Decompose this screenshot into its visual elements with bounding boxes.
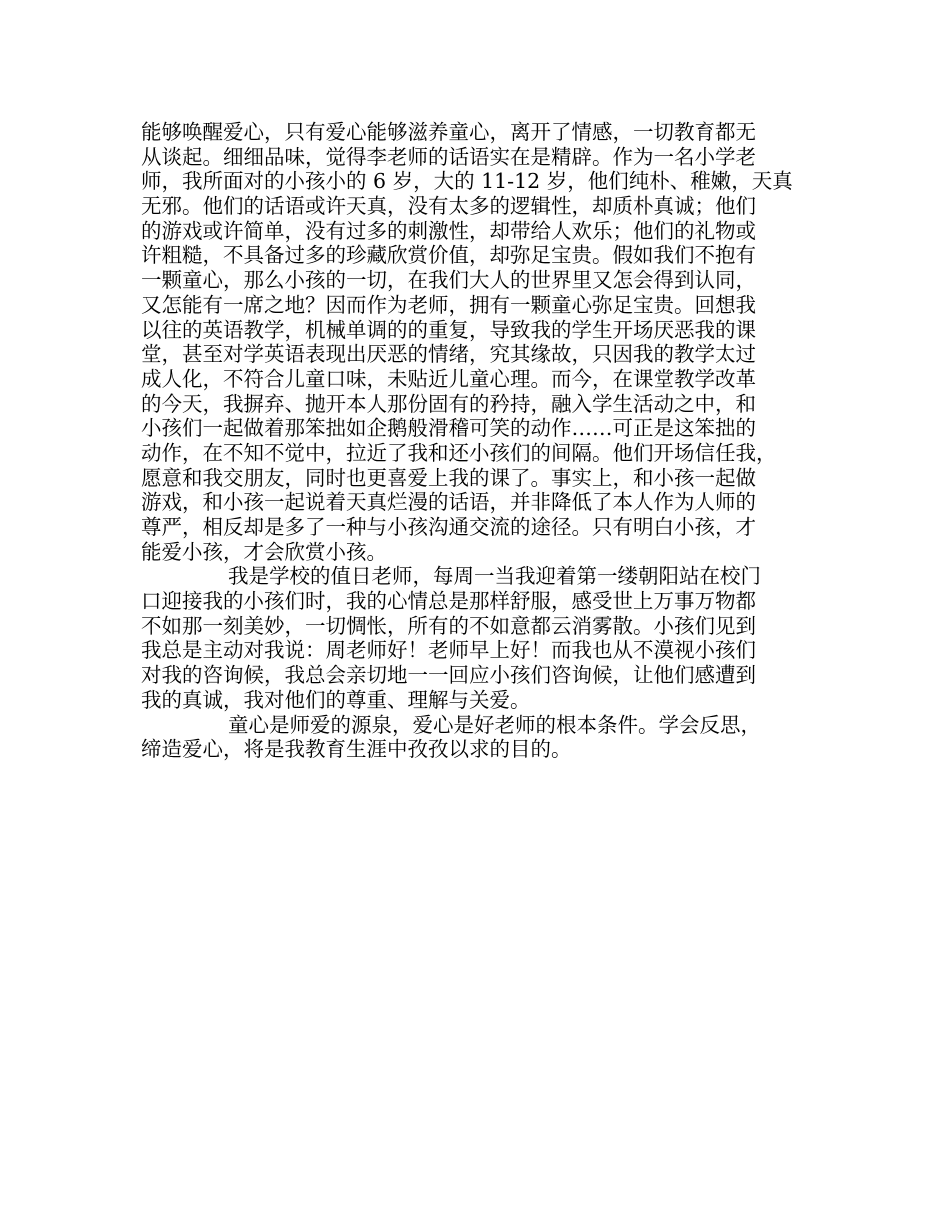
text-line: 能够唤醒爱心，只有爱心能够滋养童心，离开了情感，一切教育都无 (141, 120, 756, 144)
paragraph-3 (141, 713, 811, 762)
text-line: 缔造爱心，将是我教育生涯中孜孜以求的目的。 (141, 737, 572, 762)
paragraph-2 (141, 564, 811, 712)
text-line: 成人化，不符合儿童口味，未贴近儿童心理。而今，在课堂教学改革 (141, 366, 756, 391)
paragraph-1 (141, 120, 811, 564)
text-line: 对我的咨询候，我总会亲切地一一回应小孩们咨询候，让他们感遭到 (141, 663, 756, 688)
text-line: 口迎接我的小孩们时，我的心情总是那样舒服，感受世上万事万物都 (141, 589, 756, 614)
text-line: 我的真诚，我对他们的尊重、理解与关爱。 (141, 687, 531, 712)
text-line: 无邪。他们的话语或许天真，没有太多的逻辑性，却质朴真诚；他们 (141, 194, 756, 219)
text-line: 不如那一刻美妙，一切惆怅，所有的不如意都云消雾散。小孩们见到 (141, 613, 756, 638)
text-line: 从谈起。细细品味，觉得李老师的话语实在是精辟。作为一名小学老 (141, 144, 756, 169)
text-line: 小孩们一起做着那笨拙如企鹅般滑稽可笑的动作……可正是这笨拙的 (141, 416, 756, 441)
text-line: 愿意和我交朋友，同时也更喜爱上我的课了。事实上，和小孩一起做 (141, 465, 756, 490)
text-line: 童心是师爱的源泉，爱心是好老师的根本条件。学会反思， (228, 712, 761, 737)
text-line: 能爱小孩，才会欣赏小孩。 (141, 539, 387, 564)
text-line: 一颗童心，那么小孩的一切，在我们大人的世界里又怎会得到认同， (141, 268, 756, 293)
text-line: 许粗糙，不具备过多的珍藏欣赏价值，却弥足宝贵。假如我们不抱有 (141, 243, 756, 268)
text-line: 师，我所面对的小孩小的 6 岁，大的 11-12 岁，他们纯朴、稚嫩，天真 (141, 169, 793, 194)
text-line: 我总是主动对我说：周老师好！老师早上好！而我也从不漠视小孩们 (141, 638, 756, 663)
text-line: 堂，甚至对学英语表现出厌恶的情绪，究其缘故，只因我的教学太过 (141, 342, 756, 367)
text-line: 动作，在不知不觉中，拉近了我和还小孩们的间隔。他们开场信任我， (141, 440, 777, 465)
text-line: 又怎能有一席之地？因而作为老师，拥有一颗童心弥足宝贵。回想我 (141, 292, 756, 317)
text-line: 的游戏或许简单，没有过多的刺激性，却带给人欢乐；他们的礼物或 (141, 218, 756, 243)
text-line: 以往的英语教学，机械单调的的重复，导致我的学生开场厌恶我的课 (141, 317, 756, 342)
text-line: 尊严，相反却是多了一种与小孩沟通交流的途径。只有明白小孩，才 (141, 515, 756, 539)
text-line: 游戏，和小孩一起说着天真烂漫的话语，并非降低了本人作为人师的 (141, 490, 756, 515)
document-body (141, 120, 811, 762)
text-line: 的今天，我摒弃、抛开本人那份固有的矜持，融入学生活动之中，和 (141, 391, 756, 416)
text-line: 我是学校的值日老师，每周一当我迎着第一缕朝阳站在校门 (228, 564, 761, 589)
